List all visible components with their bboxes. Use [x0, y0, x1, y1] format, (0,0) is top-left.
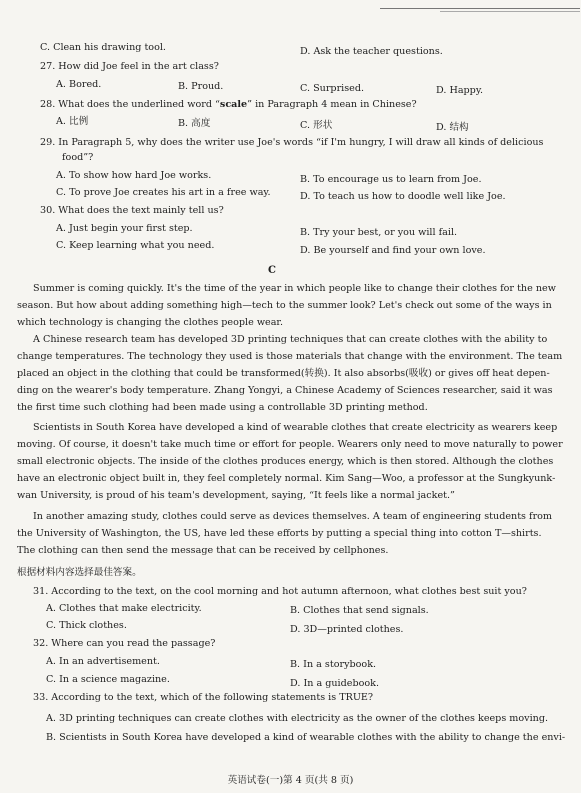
q30-option-a[interactable]: A. Just begin your first step. — [56, 223, 193, 234]
q29-option-d[interactable]: D. To teach us how to doodle well like Joe. — [300, 191, 506, 202]
q32-option-b[interactable]: B. In a storybook. — [290, 659, 377, 670]
q28-option-b[interactable]: B. 高度 — [178, 118, 211, 129]
q32-option-c[interactable]: C. In a science magazine. — [46, 674, 170, 685]
q28-option-c[interactable]: C. 形状 — [300, 120, 333, 131]
q27-option-d[interactable]: D. Happy. — [436, 85, 484, 96]
q32-option-a[interactable]: A. In an advertisement. — [46, 656, 160, 667]
q31-option-d[interactable]: D. 3D—printed clothes. — [290, 624, 404, 635]
q27-stem: 27. How did Joe feel in the art class? — [40, 61, 219, 72]
header-rule — [380, 8, 580, 9]
page-footer: 英语试卷(一)第 4 页(共 8 页) — [227, 775, 354, 786]
q31-option-a[interactable]: A. Clothes that make electricity. — [46, 603, 202, 614]
q33-stem: 33. According to the text, which of the following statements is TRUE? — [33, 692, 374, 703]
passage-paragraph-1: Summer is coming quickly. It's the time of the year in which people like to change their clothes for the new season. But how about adding something high—tech to the summer look? Let's check out some of the ways in which technology is changing the clothes people wear. — [17, 283, 556, 328]
q30-option-b[interactable]: B. Try your best, or you will fail. — [300, 227, 458, 238]
q30-stem: 30. What does the text mainly tell us? — [40, 205, 224, 216]
q26-option-d[interactable]: D. Ask the teacher questions. — [300, 46, 443, 57]
q32-stem: 32. Where can you read the passage? — [33, 638, 216, 649]
header-rule-secondary — [440, 11, 580, 12]
q29-option-b[interactable]: B. To encourage us to learn from Joe. — [300, 174, 482, 185]
q27-option-a[interactable]: A. Bored. — [56, 79, 102, 90]
q27-option-b[interactable]: B. Proud. — [178, 81, 224, 92]
q30-option-d[interactable]: D. Be yourself and find your own love. — [300, 245, 486, 256]
q31-option-b[interactable]: B. Clothes that send signals. — [290, 605, 429, 616]
q29-stem-line1: 29. In Paragraph 5, why does the writer use Joe's words “if I'm hungry, I will draw all kinds of delicious — [40, 137, 544, 148]
passage-paragraph-4: In another amazing study, clothes could serve as devices themselves. A team of engineering students from the University of Washington, the US, have led these efforts by putting a special thing into cotton T—shirts. The clothing can then send the message that can be received by cellphones. — [17, 511, 553, 556]
q31-option-c[interactable]: C. Thick clothes. — [46, 620, 127, 631]
q33-option-a[interactable]: A. 3D printing techniques can create clothes with electricity as the owner of the clothes keeps moving. — [46, 713, 549, 724]
section-label: C — [268, 265, 276, 276]
q28-option-d[interactable]: D. 结构 — [436, 122, 469, 133]
q26-option-c[interactable]: C. Clean his drawing tool. — [40, 42, 166, 53]
instruction: 根据材料内容选择最佳答案。 — [17, 567, 142, 578]
passage-paragraph-2: A Chinese research team has developed 3D printing techniques that can create clothes with the ability to change temperatures. The technology they used is those materials that change with the environment. The team placed an object in the clothing that could be transformed(转换). It also absorbs(吸收) or gives off heat depen- ding on the wearer's body temperature. Zhang Yongyi, a Chinese Academy of Sciences researcher, said it was the first time such clothing had been made using a controllable 3D printing method. — [17, 334, 563, 413]
q31-stem: 31. According to the text, on the cool morning and hot autumn afternoon, what clothes best suit you? — [33, 586, 527, 597]
q28-option-a[interactable]: A. 比例 — [56, 116, 89, 127]
q28-stem: 28. What does the underlined word “scale” in Paragraph 4 mean in Chinese? — [40, 99, 417, 110]
passage-paragraph-3: Scientists in South Korea have developed a kind of wearable clothes that create electricity as wearers keep moving. Of course, it doesn't take much time or effort for people. Wearers only need to move naturally to power small electronic objects. The inside of the clothes produces energy, which is then stored. Although the clothes have an electronic object built in, they feel completely normal. Kim Sang—Woo, a professor at the Sungkyunk- wan University, is proud of his team's development, saying, “It feels like a normal jacket.” — [17, 422, 563, 501]
q32-option-d[interactable]: D. In a guidebook. — [290, 678, 379, 689]
q29-option-c[interactable]: C. To prove Joe creates his art in a free way. — [56, 187, 271, 198]
q28-keyword: scale — [219, 99, 248, 110]
q27-option-c[interactable]: C. Surprised. — [300, 83, 365, 94]
q30-option-c[interactable]: C. Keep learning what you need. — [56, 240, 215, 251]
q29-stem-line2: food”? — [62, 152, 94, 163]
q33-option-b[interactable]: B. Scientists in South Korea have developed a kind of wearable clothes with the ability to change the envi- — [46, 732, 566, 743]
q29-option-a[interactable]: A. To show how hard Joe works. — [56, 170, 212, 181]
